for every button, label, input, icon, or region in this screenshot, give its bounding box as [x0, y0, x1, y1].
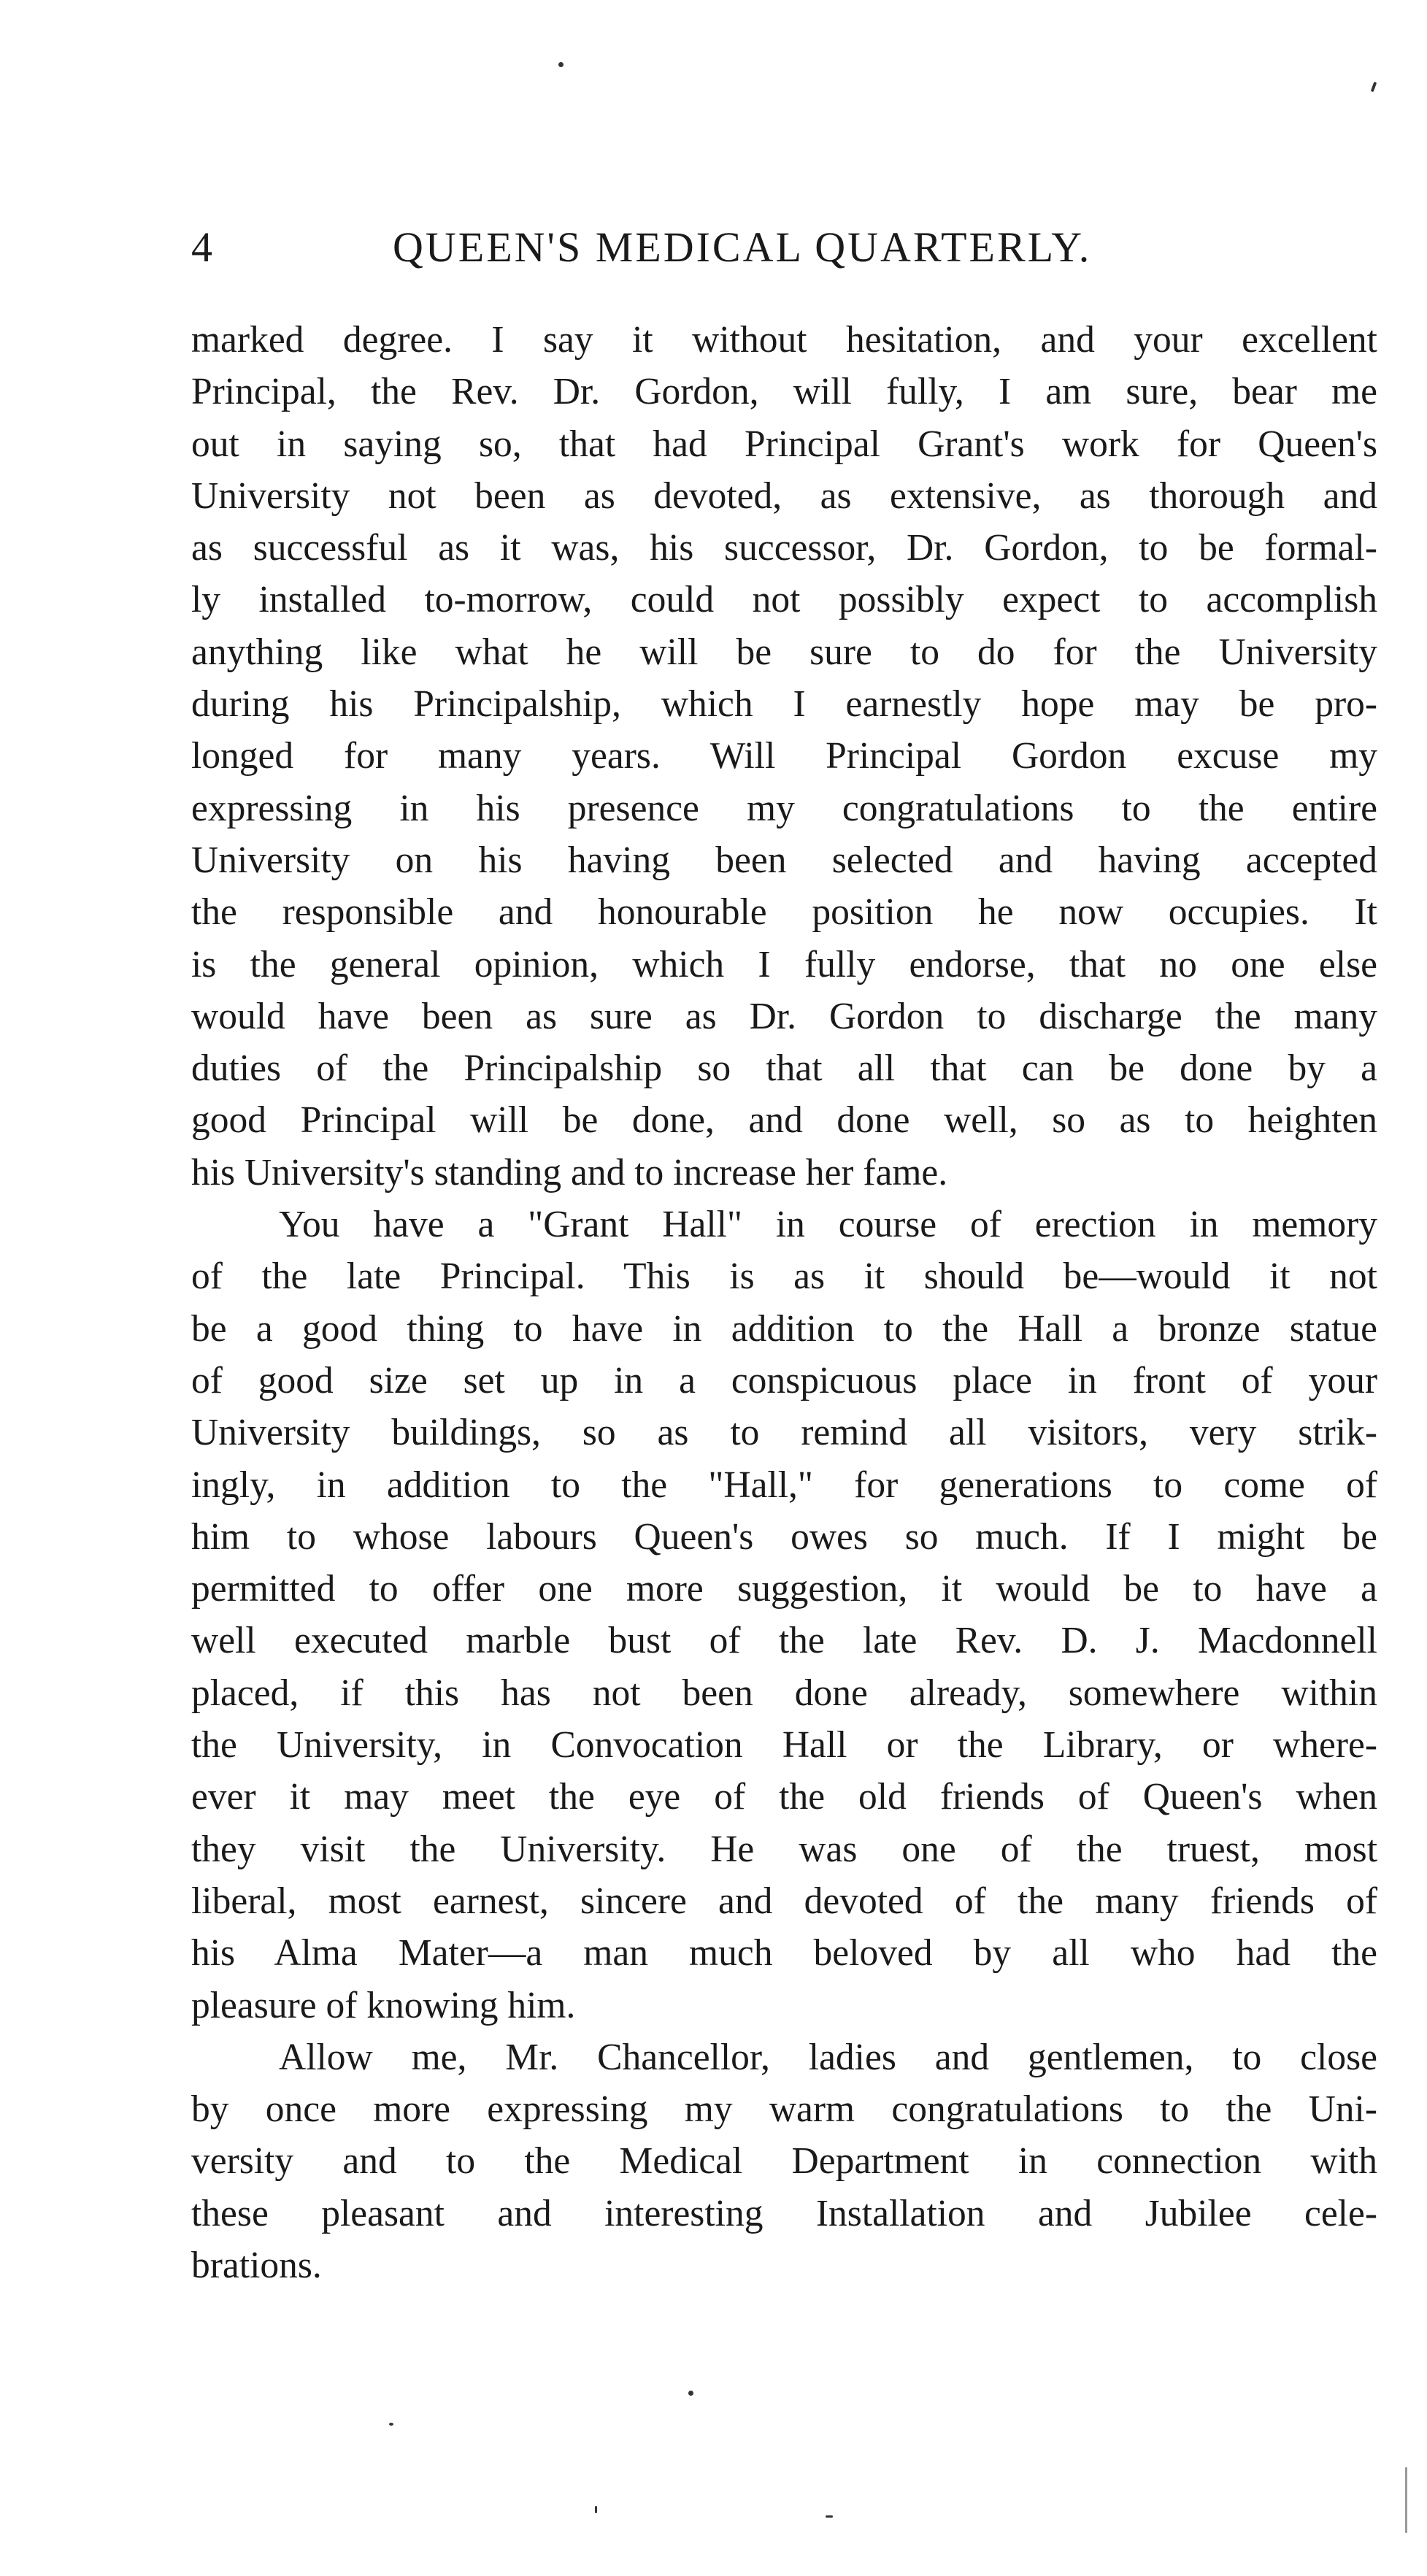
text-line: University on his having been selected and having accepted [191, 839, 1377, 881]
text-line: expressing in his presence my congratulations to the entire [191, 787, 1377, 829]
text-line: as successful as it was, his successor, Dr. Gordon, to be formal- [191, 527, 1377, 569]
text-line: his University's standing and to increase her fame. [191, 1151, 948, 1193]
text-line: the responsible and honourable position he now occupies. It [191, 891, 1377, 934]
body-text [191, 314, 1377, 2291]
text-line: University not been as devoted, as extensive, as thorough and [191, 474, 1377, 517]
text-line: during his Principalship, which I earnestly hope may be pro- [191, 683, 1377, 726]
text-line: well executed marble bust of the late Rev. D. J. Macdonnell [191, 1620, 1377, 1662]
text-line: pleasure of knowing him. [191, 1984, 576, 2026]
text-line: liberal, most earnest, sincere and devoted of the many friends of [191, 1880, 1377, 1922]
text-line: out in saying so, that had Principal Grant's work for Queen's [191, 423, 1377, 465]
text-line: by once more expressing my warm congratulations to the Uni- [191, 2088, 1377, 2131]
paragraph [191, 314, 1377, 1199]
journal-title: QUEEN'S MEDICAL QUARTERLY. [393, 223, 1092, 271]
text-line: anything like what he will be sure to do for the University [191, 631, 1377, 673]
text-line: of good size set up in a conspicuous place in front of your [191, 1359, 1377, 1402]
paragraph [191, 1199, 1377, 2031]
text-line: You have a "Grant Hall" in course of erection in memory [279, 1204, 1377, 1246]
scan-speck [389, 2423, 393, 2426]
text-line: the University, in Convocation Hall or the Library, or where- [191, 1724, 1377, 1766]
text-line: permitted to offer one more suggestion, it would be to have a [191, 1568, 1377, 1610]
text-line: they visit the University. He was one of the truest, most [191, 1828, 1377, 1870]
scan-speck [558, 62, 564, 67]
scan-speck [595, 2506, 597, 2513]
text-line: longed for many years. Will Principal Gordon excuse my [191, 735, 1377, 777]
scan-speck [826, 2515, 833, 2518]
text-line: placed, if this has not been done already, somewhere within [191, 1672, 1377, 1714]
text-line: Principal, the Rev. Dr. Gordon, will fully, I am sure, bear me [191, 371, 1377, 413]
text-line: these pleasant and interesting Installation and Jubilee cele- [191, 2192, 1377, 2234]
text-line: Allow me, Mr. Chancellor, ladies and gentlemen, to close [279, 2036, 1377, 2078]
text-line: ever it may meet the eye of the old friends of Queen's when [191, 1776, 1377, 1818]
text-line: marked degree. I say it without hesitation, and your excellent [191, 319, 1377, 361]
page-number: 4 [191, 223, 215, 271]
text-line: him to whose labours Queen's owes so much. If I might be [191, 1515, 1377, 1558]
text-line: is the general opinion, which I fully endorse, that no one else [191, 943, 1377, 985]
text-line: ingly, in addition to the "Hall," for generations to come of [191, 1464, 1377, 1506]
text-line: versity and to the Medical Department in connection with [191, 2140, 1377, 2183]
text-line: his Alma Mater—a man much beloved by all who had the [191, 1932, 1377, 1975]
text-line: duties of the Principalship so that all that can be done by a [191, 1047, 1377, 1090]
text-line: good Principal will be done, and done well, so as to heighten [191, 1099, 1377, 1142]
scan-speck [1371, 82, 1377, 93]
running-head [191, 223, 1235, 281]
scan-speck [1405, 2467, 1407, 2533]
text-line: of the late Principal. This is as it should be—would it not [191, 1256, 1377, 1298]
paragraph [191, 2031, 1377, 2291]
text-line: be a good thing to have in addition to the Hall a bronze statue [191, 1307, 1377, 1350]
text-line: University buildings, so as to remind all visitors, very strik- [191, 1412, 1377, 1454]
scan-speck [688, 2391, 693, 2396]
text-line: would have been as sure as Dr. Gordon to discharge the many [191, 995, 1377, 1037]
text-line: brations. [191, 2244, 322, 2286]
text-line: ly installed to-morrow, could not possibly expect to accomplish [191, 579, 1377, 621]
